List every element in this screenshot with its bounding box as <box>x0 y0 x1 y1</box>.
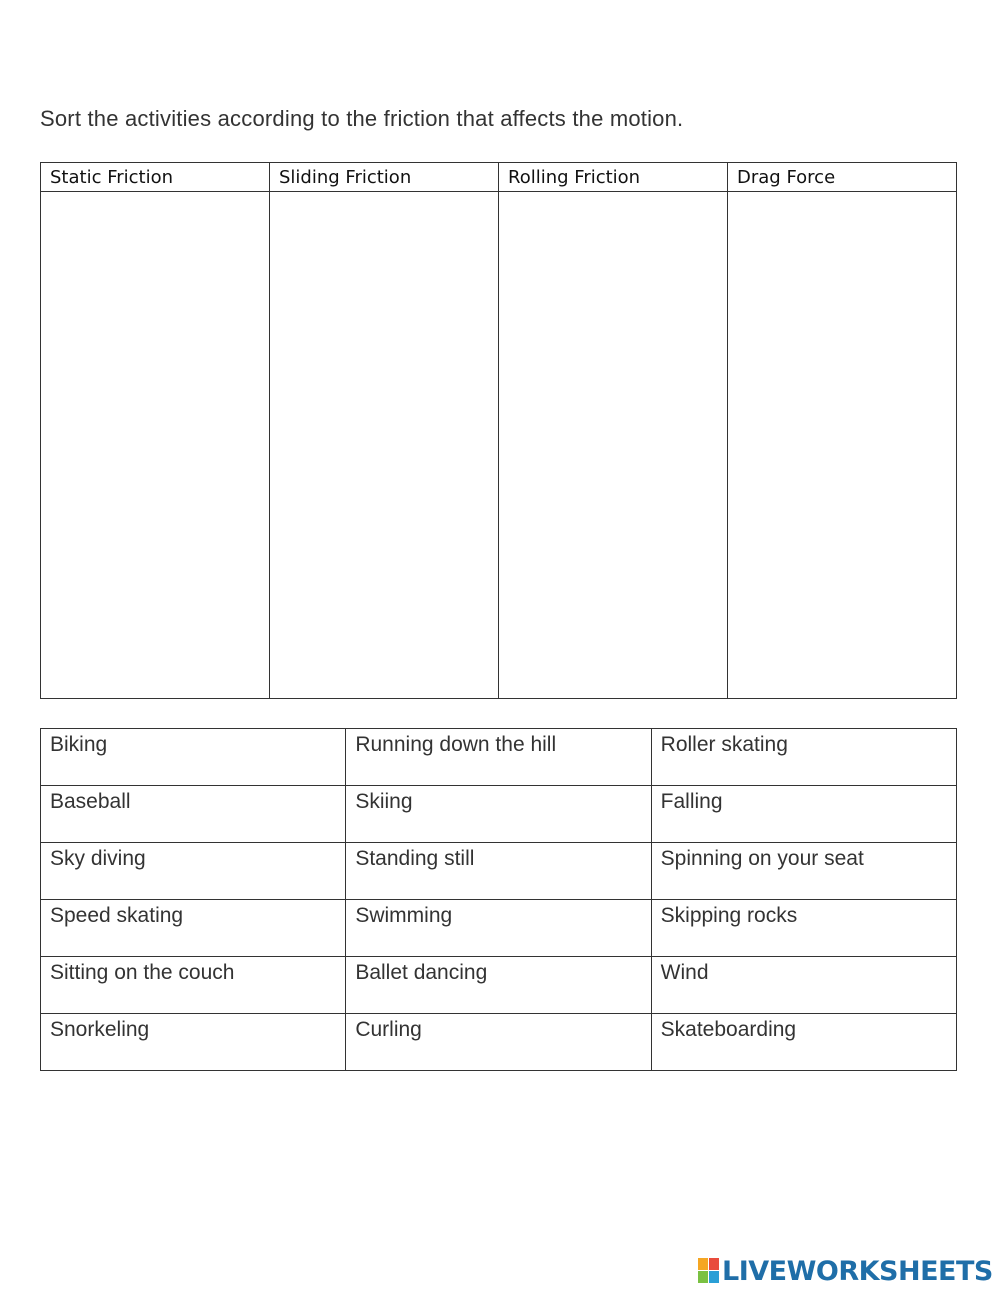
header-static-friction: Static Friction <box>41 163 270 192</box>
activity-label: Ballet dancing <box>355 961 488 984</box>
activity-item[interactable] <box>41 843 346 900</box>
drop-zone-sliding-friction[interactable] <box>270 192 499 699</box>
activity-label: Spinning on your seat <box>660 847 864 870</box>
activity-item[interactable] <box>346 729 651 786</box>
activity-item[interactable] <box>346 786 651 843</box>
activity-item[interactable] <box>346 900 651 957</box>
activity-item[interactable] <box>651 786 956 843</box>
activity-row <box>41 843 957 900</box>
activity-label: Curling <box>355 1018 422 1041</box>
drop-zone-static-friction[interactable] <box>41 192 270 699</box>
activity-label: Swimming <box>355 904 453 927</box>
activity-label: Wind <box>660 961 709 984</box>
activity-item[interactable] <box>41 786 346 843</box>
activity-label: Baseball <box>50 790 131 813</box>
activity-label: Skateboarding <box>660 1018 797 1041</box>
activity-label: Skiing <box>355 790 413 813</box>
activity-item[interactable] <box>41 729 346 786</box>
activity-item[interactable] <box>651 900 956 957</box>
activity-item[interactable] <box>41 1014 346 1071</box>
sorting-drop-row <box>41 192 957 699</box>
activity-label: Sky diving <box>50 847 146 870</box>
logo-square-green <box>698 1271 708 1283</box>
liveworksheets-logo-text: LIVEWORKSHEETS <box>722 1255 993 1287</box>
header-drag-force: Drag Force <box>728 163 957 192</box>
activity-item[interactable] <box>346 1014 651 1071</box>
activity-label: Standing still <box>355 847 475 870</box>
logo-square-red <box>709 1258 719 1270</box>
activity-item[interactable] <box>346 843 651 900</box>
activity-item[interactable] <box>651 1014 956 1071</box>
instructions-text: Sort the activities according to the friction that affects the motion. <box>40 106 684 131</box>
drop-zone-drag-force[interactable] <box>728 192 957 699</box>
activity-label: Sitting on the couch <box>50 961 235 984</box>
activity-label: Running down the hill <box>355 733 557 756</box>
activity-label: Snorkeling <box>50 1018 150 1041</box>
activity-row <box>41 1014 957 1071</box>
sorting-header-row <box>41 163 957 192</box>
logo-square-orange <box>698 1258 708 1270</box>
header-rolling-friction: Rolling Friction <box>499 163 728 192</box>
liveworksheets-logo-icon <box>698 1258 720 1284</box>
header-sliding-friction: Sliding Friction <box>270 163 499 192</box>
activity-table <box>40 728 957 1071</box>
liveworksheets-logo <box>698 1255 993 1287</box>
activity-row <box>41 957 957 1014</box>
activity-label: Skipping rocks <box>660 904 798 927</box>
activity-item[interactable] <box>651 729 956 786</box>
activity-item[interactable] <box>651 843 956 900</box>
activity-label: Roller skating <box>660 733 788 756</box>
sorting-table <box>40 162 957 699</box>
activity-row <box>41 729 957 786</box>
activity-label: Speed skating <box>50 904 184 927</box>
logo-square-blue <box>709 1271 719 1283</box>
activity-item[interactable] <box>41 900 346 957</box>
activity-label: Falling <box>660 790 723 813</box>
drop-zone-rolling-friction[interactable] <box>499 192 728 699</box>
activity-item[interactable] <box>346 957 651 1014</box>
activity-item[interactable] <box>41 957 346 1014</box>
activity-label: Biking <box>50 733 108 756</box>
activity-row <box>41 786 957 843</box>
activity-item[interactable] <box>651 957 956 1014</box>
activity-row <box>41 900 957 957</box>
